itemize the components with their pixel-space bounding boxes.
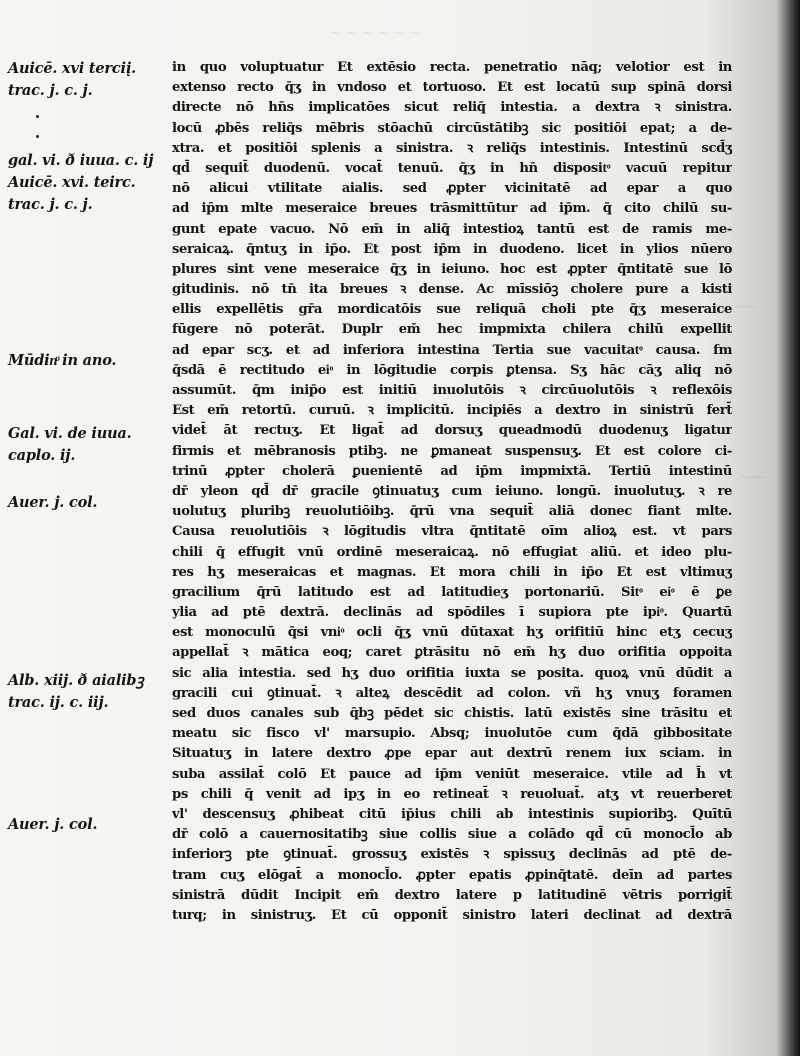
text-line: assumūt. q̄m inip̄o est initiū inuolutōis ꝛ circūuolutōis ꝛ reflexōis [172, 383, 732, 398]
text-line: sinistrā dūdit Incipit em̄ dextro latere p latitudinē vētris porrigit̄ [172, 887, 732, 903]
text-line: meatu sic fisco vl' marsupio. Absq; inuolutōe cum q̄dā gibbositate [172, 726, 732, 742]
margin-mark [36, 135, 39, 138]
text-line: turq; in sinistruʒ. Et cū opponit̄ sinistro lateri declinat ad dextrā [172, 907, 732, 923]
text-line: ad epar scʒ. et ad inferiora intestina Tertia sue vacuitatͦ causa. fm [172, 342, 732, 358]
margin-note: gal. vi. ð iuua. c. ij Auicē. xvi. teirc. trac. j. c. j. [8, 152, 154, 213]
text-line: Causa reuolutiōis ꝛ lōgitudis vltra q̄ntitatē oīm alioꝝ est. vt pars [172, 524, 732, 540]
text-line: locū ꝓbēs reliq̄s mēbris stōachū circūstātibꝫ sic positiōi epat; a de- [172, 120, 732, 136]
text-line: xtra. et positiōi splenis a sinistra. ꝛ reliq̄s intestinis. Intestinū scd̄ʒ [172, 140, 732, 156]
text-line: seraicaꝝ. q̄ntuʒ in ip̄o. Et post ip̄m in duodeno. licet in ylios nūero [172, 241, 732, 257]
text-line: est monoculū q̄si vniͦ ocli q̄ʒ vnū dūtaxat hʒ orifitiū hinc etʒ cecuʒ [172, 625, 732, 641]
page-gutter-shadow [776, 0, 800, 1056]
text-line: appellat̄ ꝛ mātica eoq; caret ꝑtrāsitu nō em̄ hʒ duo orifitia oppoita [172, 645, 732, 661]
margin-mark [36, 115, 39, 118]
text-line: nō alicui vtilitate aialis. sed ꝓpter vicinitatē ad epar a quo [172, 181, 732, 197]
bleed-through-text: ⁓⁓ [735, 300, 759, 314]
text-line: sic alia intestia. sed hʒ duo orifitia iuxta se posita. quoꝝ vnū dūdit a [172, 665, 732, 681]
margin-note: Gal. vi. de iuua. caplo. ij. [8, 425, 132, 464]
text-line: firmis et mēbranosis ptibꝫ. ne ꝑmaneat suspensuʒ. Et est colore ci- [172, 443, 732, 459]
text-line: chili q̄ effugit vnū ordinē meseraicaꝝ. nō effugiat aliū. et ideo plu- [172, 544, 732, 560]
text-line: gunt epate vacuo. Nō em̄ in aliq̄ intestioꝝ tantū est de ramis me- [172, 221, 732, 237]
text-line: res hʒ meseraicas et magnas. Et mora chili in ip̄o Et est vltimuʒ [172, 564, 732, 580]
text-line: Situatuʒ in latere dextro ꝓpe epar aut dextrū renem iux sciam. in [172, 746, 732, 762]
text-line: in quo voluptuatur Et extēsio recta. penetratio nāq; velotior est in [172, 60, 732, 75]
text-line: dr̄ colō a cauernositatibꝫ siue collis siue a colādo qd̄ cū monocl̄o ab [172, 827, 732, 843]
text-line: directe nō hn̄s implicatōes sicut reliq̄ intestia. a dextra ꝛ sinistra. [172, 100, 732, 116]
text-line: plures sint vene meseraice q̄ʒ in ieiuno. hoc est ꝓpter q̄ntitatē sue lō [172, 261, 732, 277]
margin-note: Alb. xiij. ð aialibꝫ trac. ij. c. iij. [8, 672, 144, 711]
text-line: ellis expellētis gr̄a mordicatōis sue reliquā choli pte q̄ʒ meseraice [172, 302, 732, 318]
text-line: gracilium q̄rū latitudo est ad latitudieʒ portonariū. Sitͦ eiͦ ē ꝑe [172, 584, 732, 600]
text-line: ad ip̄m mlte meseraice breues trāsmittūtur ad ip̄m. q̄ cito chilū su- [172, 201, 732, 217]
text-line: qd̄ sequit̄ duodenū. vocat̄ tenuū. q̄ʒ in hn̄ dispositͦ vacuū repitur [172, 160, 732, 176]
main-text-block [172, 58, 732, 946]
bleed-through-text: ⁓ ⁓ ⁓ ⁓ ⁓ ⁓ [330, 26, 422, 40]
bleed-through-text: ⁓⁓ [740, 470, 764, 484]
text-line: vl' descensuʒ ꝓhibeat citū ip̄ius chili ab intestinis supioribꝫ. Quītū [172, 806, 732, 822]
text-line: gitudinis. nō tn̄ ita breues ꝛ dense. Ac mīssiōꝫ cholere pure a kisti [172, 282, 732, 298]
text-line: trinū ꝓpter cholerā ꝑuenientē ad ip̄m impmixtā. Tertiū intestinū [172, 463, 732, 479]
text-line: sed duos canales sub q̄bꝫ pēdet sic chistis. latū existēs sine trāsitu et [172, 706, 732, 721]
text-line: extenso recto q̄ʒ in vndoso et tortuoso. Et est locatū sup spinā dorsi [172, 80, 732, 96]
text-line: videt̄ āt rectuʒ. Et ligat̄ ad dorsuʒ queadmodū duodenuʒ ligatur [172, 423, 732, 439]
text-line [172, 926, 732, 946]
margin-note: Auicē. xvi terciį. trac. j. c. j. [8, 60, 136, 99]
text-line: ps chili q̄ venit ad ipʒ in eo retineat̄ ꝛ reuoluat̄. atʒ vt reuerberet [172, 786, 732, 802]
margin-note: Mūdinͦ in ano. [8, 352, 117, 369]
text-line: tram cuʒ elōgat̄ a monocl̄o. ꝓpter epatis ꝓpinq̄tatē. deīn ad partes [172, 867, 732, 883]
text-line: uolutuʒ pluribꝫ reuolutiōibꝫ. q̄rū vna sequit̄ aliā donec fiant mlte. [172, 504, 732, 520]
text-line: dr̄ yleon qd̄ dr̄ gracile ꝯtinuatuʒ cum ieiuno. longū. inuolutuʒ. ꝛ re [172, 483, 732, 499]
text-line: q̄sdā ē rectitudo eiͦ in lōgitudie corpis ꝑtensa. Sʒ hāc cāʒ aliq nō [172, 362, 732, 378]
text-line: gracili cui ꝯtinuat̄. ꝛ alteꝝ descēdit ad colon. vñ hʒ vnuʒ foramen [172, 685, 732, 701]
text-line: fūgere nō poterāt. Duplr em̄ hec impmixta chilera chilū expellit [172, 322, 732, 338]
text-line: ylia ad ptē dextrā. declinās ad spōdiles ī supiora pte ipiͦ. Quartū [172, 605, 732, 621]
text-line: inferiorꝫ pte ꝯtinuat̄. grossuʒ existēs ꝛ spissuʒ declinās ad ptē de- [172, 847, 732, 863]
margin-note: Auer. j. col. [8, 816, 98, 833]
text-line: suba assilat̄ colō Et pauce ad ip̄m veniūt meseraice. vtile ad h̄ vt [172, 766, 732, 782]
margin-note: Auer. j. col. [8, 494, 98, 511]
text-line: Est em̄ retortū. curuū. ꝛ implicitū. incipiēs a dextro in sinistrū fert̄ [172, 403, 732, 419]
